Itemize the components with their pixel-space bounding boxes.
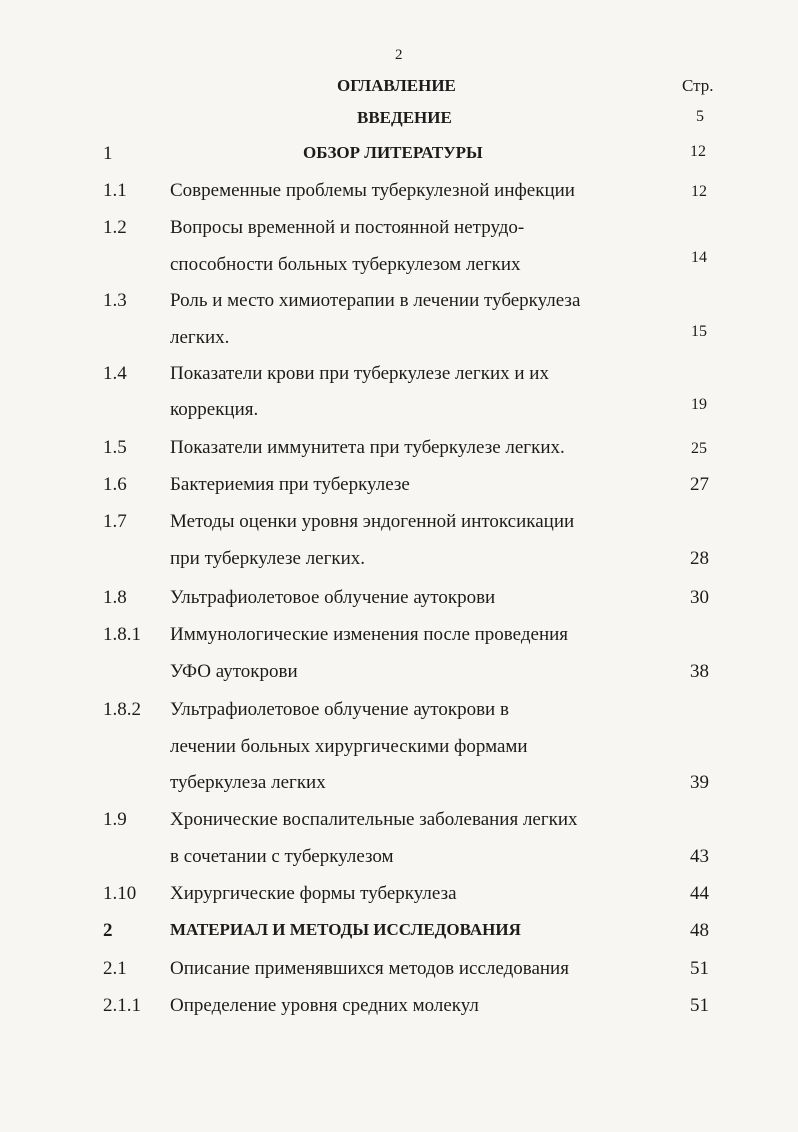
- toc-entry-line: в сочетании с туберкулезом: [170, 846, 394, 867]
- toc-entry-num: 1.1: [103, 180, 127, 201]
- toc-entry-num: 1: [103, 143, 113, 164]
- toc-entry-line: Бактериемия при туберкулезе: [170, 474, 410, 495]
- page-column-header: Стр.: [682, 76, 714, 95]
- toc-entry-page: 25: [691, 440, 707, 457]
- toc-entry-page: 27: [690, 474, 709, 495]
- toc-entry-num: 1.3: [103, 290, 127, 311]
- toc-entry-page: 12: [690, 143, 706, 160]
- toc-entry-page: 38: [690, 661, 709, 682]
- toc-entry-num: 1.7: [103, 511, 127, 532]
- toc-entry-num: 1.2: [103, 217, 127, 238]
- intro-title: ВВЕДЕНИЕ: [357, 108, 452, 127]
- toc-entry-line: Ультрафиолетовое облучение аутокрови в: [170, 699, 509, 720]
- toc-entry-line: туберкулеза легких: [170, 772, 326, 793]
- toc-entry-line: Вопросы временной и постоянной нетрудо-: [170, 217, 525, 238]
- toc-entry-line: Описание применявшихся методов исследования: [170, 958, 569, 979]
- toc-entry-line: ОБЗОР ЛИТЕРАТУРЫ: [303, 143, 483, 162]
- toc-entry-num: 2: [103, 920, 113, 941]
- toc-entry-line: Показатели крови при туберкулезе легких и их: [170, 363, 549, 384]
- toc-entry-num: 2.1.1: [103, 995, 141, 1016]
- toc-entry-page: 44: [690, 883, 709, 904]
- toc-entry-line: Определение уровня средних молекул: [170, 995, 479, 1016]
- page-number: 2: [395, 47, 403, 63]
- toc-entry-num: 1.5: [103, 437, 127, 458]
- toc-entry-page: 14: [691, 249, 707, 266]
- toc-entry-line: легких.: [170, 327, 230, 348]
- toc-entry-page: 39: [690, 772, 709, 793]
- toc-entry-line: способности больных туберкулезом легких: [170, 254, 521, 275]
- toc-entry-num: 1.8: [103, 587, 127, 608]
- toc-entry-num: 1.8.2: [103, 699, 141, 720]
- toc-entry-page: 12: [691, 183, 707, 200]
- toc-entry-line: Современные проблемы туберкулезной инфекции: [170, 180, 575, 201]
- toc-entry-line: Хронические воспалительные заболевания легких: [170, 809, 578, 830]
- toc-entry-line: Ультрафиолетовое облучение аутокрови: [170, 587, 496, 608]
- toc-entry-page: 51: [690, 995, 709, 1016]
- toc-entry-line: Показатели иммунитета при туберкулезе легких.: [170, 437, 565, 458]
- toc-entry-line: Хирургические формы туберкулеза: [170, 883, 457, 904]
- toc-entry-num: 2.1: [103, 958, 127, 979]
- toc-entry-page: 43: [690, 846, 709, 867]
- toc-title: ОГЛАВЛЕНИЕ: [337, 76, 456, 95]
- toc-entry-num: 1.4: [103, 363, 127, 384]
- intro-page: 5: [696, 108, 704, 125]
- toc-entry-line: Методы оценки уровня эндогенной интоксикации: [170, 511, 575, 532]
- toc-entry-num: 1.10: [103, 883, 137, 904]
- toc-entry-num: 1.9: [103, 809, 127, 830]
- toc-entry-line: МАТЕРИАЛ И МЕТОДЫ ИССЛЕДОВАНИЯ: [170, 920, 521, 939]
- toc-entry-page: 48: [690, 920, 709, 941]
- toc-entry-page: 51: [690, 958, 709, 979]
- toc-entry-line: Роль и место химиотерапии в лечении туберкулеза: [170, 290, 581, 311]
- toc-entry-page: 30: [690, 587, 709, 608]
- toc-entry-line: лечении больных хирургическими формами: [170, 736, 528, 757]
- toc-entry-line: УФО аутокрови: [170, 661, 298, 682]
- toc-entry-num: 1.6: [103, 474, 127, 495]
- toc-entry-num: 1.8.1: [103, 624, 141, 645]
- toc-entry-page: 15: [691, 323, 707, 340]
- toc-entry-line: Иммунологические изменения после проведения: [170, 624, 569, 645]
- toc-entry-line: коррекция.: [170, 399, 259, 420]
- toc-entry-page: 19: [691, 396, 707, 413]
- toc-entry-page: 28: [690, 548, 709, 569]
- toc-entry-line: при туберкулезе легких.: [170, 548, 366, 569]
